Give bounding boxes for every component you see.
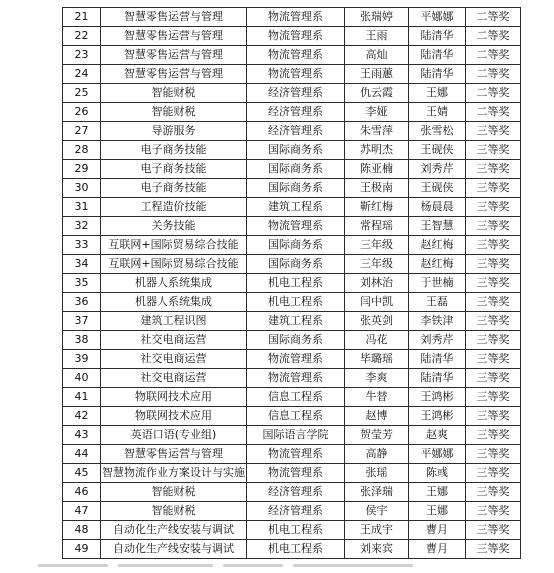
table-row [63,445,521,464]
cell-number: 48 [63,521,101,540]
table-row [63,103,521,122]
cell-number: 21 [63,8,101,27]
cell-number: 38 [63,331,101,350]
table-row [63,122,521,141]
cell-award: 三等奖 [466,388,521,407]
cell-department: 物流管理系 [247,217,345,236]
table-row [63,521,521,540]
cell-department: 国际商务系 [247,179,345,198]
table-row [63,179,521,198]
cell-number: 29 [63,160,101,179]
cell-competition: 互联网+国际贸易综合技能 [101,236,247,255]
cell-teacher: 平娜娜 [409,445,466,464]
cell-teacher: 于世楠 [409,274,466,293]
cell-award: 三等奖 [466,160,521,179]
cell-student: 仇云霞 [345,84,409,103]
cell-award: 三等奖 [466,445,521,464]
cell-award: 三等奖 [466,179,521,198]
award-table [62,7,521,559]
cell-department: 国际商务系 [247,255,345,274]
cell-award: 三等奖 [466,274,521,293]
cell-student: 李爽 [345,369,409,388]
table-row [63,293,521,312]
table-row [63,407,521,426]
cell-student: 刘来宾 [345,540,409,559]
cell-number: 30 [63,179,101,198]
cell-teacher: 王智慧 [409,217,466,236]
cell-award: 三等奖 [466,426,521,445]
cell-department: 信息工程系 [247,407,345,426]
cell-department: 机电工程系 [247,274,345,293]
cell-student: 朱雪萍 [345,122,409,141]
cell-number: 25 [63,84,101,103]
cell-number: 36 [63,293,101,312]
cell-department: 国际商务系 [247,160,345,179]
cell-student: 王雨蕙 [345,65,409,84]
cell-student: 贺莹芳 [345,426,409,445]
table-row [63,198,521,217]
cell-student: 侯宇 [345,502,409,521]
cell-number: 24 [63,65,101,84]
cell-number: 34 [63,255,101,274]
cell-number: 47 [63,502,101,521]
cell-department: 经济管理系 [247,483,345,502]
award-table-body [63,8,521,559]
cell-teacher: 王鸿彬 [409,388,466,407]
cell-student: 王雨 [345,27,409,46]
cell-department: 信息工程系 [247,388,345,407]
cell-award: 二等奖 [466,46,521,65]
cell-number: 43 [63,426,101,445]
cell-number: 40 [63,369,101,388]
table-row [63,217,521,236]
cell-student: 苏明杰 [345,141,409,160]
cell-number: 45 [63,464,101,483]
table-row [63,350,521,369]
cell-student: 张瑞婷 [345,8,409,27]
cell-department: 物流管理系 [247,369,345,388]
cell-department: 国际商务系 [247,141,345,160]
cell-number: 26 [63,103,101,122]
cell-number: 39 [63,350,101,369]
table-row [63,255,521,274]
cell-award: 二等奖 [466,65,521,84]
cell-teacher: 赵红梅 [409,255,466,274]
cell-department: 经济管理系 [247,84,345,103]
cell-department: 国际语言学院 [247,426,345,445]
cell-department: 物流管理系 [247,464,345,483]
cell-department: 物流管理系 [247,8,345,27]
cell-student: 张瑶 [345,464,409,483]
cell-teacher: 刘秀芹 [409,331,466,350]
cell-award: 三等奖 [466,255,521,274]
cell-number: 31 [63,198,101,217]
table-row [63,388,521,407]
cell-award: 三等奖 [466,331,521,350]
cell-award: 二等奖 [466,103,521,122]
cell-competition: 物联网技术应用 [101,388,247,407]
cell-student: 冯花 [345,331,409,350]
cell-award: 三等奖 [466,540,521,559]
cell-student: 三年级 [345,255,409,274]
cell-student: 张英剑 [345,312,409,331]
cell-competition: 智慧物流作业方案设计与实施 [101,464,247,483]
cell-number: 28 [63,141,101,160]
cell-award: 三等奖 [466,483,521,502]
cell-teacher: 陆清华 [409,46,466,65]
cell-number: 37 [63,312,101,331]
cell-department: 物流管理系 [247,445,345,464]
cell-award: 三等奖 [466,122,521,141]
cell-department: 国际商务系 [247,236,345,255]
table-row [63,274,521,293]
cell-teacher: 王婧 [409,103,466,122]
table-row [63,540,521,559]
cell-department: 物流管理系 [247,350,345,369]
cell-number: 27 [63,122,101,141]
cell-competition: 电子商务技能 [101,141,247,160]
cell-award: 三等奖 [466,141,521,160]
table-row [63,160,521,179]
table-row [63,84,521,103]
cell-competition: 社交电商运营 [101,331,247,350]
cell-competition: 电子商务技能 [101,160,247,179]
table-row [63,65,521,84]
cell-teacher: 张雪松 [409,122,466,141]
cell-award: 三等奖 [466,198,521,217]
table-row [63,464,521,483]
table-row [63,27,521,46]
cell-competition: 智能财税 [101,483,247,502]
cell-student: 常程瑶 [345,217,409,236]
cell-student: 张泽瑞 [345,483,409,502]
cell-number: 46 [63,483,101,502]
cell-number: 33 [63,236,101,255]
cell-competition: 智慧零售运营与管理 [101,46,247,65]
cell-student: 高静 [345,445,409,464]
cell-competition: 电子商务技能 [101,179,247,198]
cell-teacher: 王娜 [409,502,466,521]
cell-student: 陈亚楠 [345,160,409,179]
cell-teacher: 杨晨晨 [409,198,466,217]
cell-competition: 社交电商运营 [101,350,247,369]
cell-award: 三等奖 [466,350,521,369]
cell-award: 三等奖 [466,293,521,312]
cell-competition: 智能财税 [101,84,247,103]
cell-teacher: 刘秀芹 [409,160,466,179]
cell-number: 42 [63,407,101,426]
cell-competition: 建筑工程识图 [101,312,247,331]
cell-competition: 机器人系统集成 [101,274,247,293]
cell-number: 22 [63,27,101,46]
cell-teacher: 陆清华 [409,369,466,388]
cell-teacher: 陆清华 [409,350,466,369]
cell-competition: 智能财税 [101,103,247,122]
cell-award: 三等奖 [466,369,521,388]
cell-award: 二等奖 [466,84,521,103]
cell-competition: 互联网+国际贸易综合技能 [101,255,247,274]
table-row [63,331,521,350]
cell-student: 闫中凯 [345,293,409,312]
cell-student: 赵博 [345,407,409,426]
cell-competition: 机器人系统集成 [101,293,247,312]
table-row [63,46,521,65]
cell-department: 物流管理系 [247,65,345,84]
cell-number: 49 [63,540,101,559]
table-row [63,236,521,255]
cell-teacher: 王砚侠 [409,179,466,198]
cell-number: 32 [63,217,101,236]
cell-award: 三等奖 [466,464,521,483]
cell-teacher: 陆清华 [409,65,466,84]
cell-department: 物流管理系 [247,27,345,46]
cell-competition: 自动化生产线安装与调试 [101,521,247,540]
cell-department: 建筑工程系 [247,198,345,217]
cell-award: 二等奖 [466,27,521,46]
cell-teacher: 曹月 [409,540,466,559]
cell-number: 23 [63,46,101,65]
cell-competition: 智慧零售运营与管理 [101,65,247,84]
cell-teacher: 王娜 [409,84,466,103]
cell-student: 王极南 [345,179,409,198]
cell-award: 三等奖 [466,502,521,521]
cell-department: 建筑工程系 [247,312,345,331]
cell-award: 三等奖 [466,217,521,236]
cell-competition: 智慧零售运营与管理 [101,8,247,27]
cell-teacher: 王娜 [409,483,466,502]
cell-award: 三等奖 [466,236,521,255]
cell-competition: 关务技能 [101,217,247,236]
cell-teacher: 王鸿彬 [409,407,466,426]
cell-department: 机电工程系 [247,521,345,540]
table-row [63,369,521,388]
cell-department: 机电工程系 [247,540,345,559]
cell-award: 三等奖 [466,312,521,331]
cell-award: 三等奖 [466,407,521,426]
cell-teacher: 陆清华 [409,27,466,46]
table-row [63,141,521,160]
cell-competition: 自动化生产线安装与调试 [101,540,247,559]
cell-award: 二等奖 [466,8,521,27]
cell-teacher: 曹月 [409,521,466,540]
cell-teacher: 王磊 [409,293,466,312]
cell-competition: 导游服务 [101,122,247,141]
cell-department: 机电工程系 [247,293,345,312]
cell-student: 刘林治 [345,274,409,293]
cell-department: 经济管理系 [247,103,345,122]
cell-competition: 智慧零售运营与管理 [101,445,247,464]
table-row [63,502,521,521]
cell-department: 物流管理系 [247,46,345,65]
cell-competition: 社交电商运营 [101,369,247,388]
cell-student: 王成宇 [345,521,409,540]
cell-student: 毕璐瑶 [345,350,409,369]
table-row [63,8,521,27]
cell-teacher: 平娜娜 [409,8,466,27]
cell-department: 国际商务系 [247,331,345,350]
cell-teacher: 赵爽 [409,426,466,445]
cell-student: 靳红梅 [345,198,409,217]
cell-competition: 物联网技术应用 [101,407,247,426]
cell-teacher: 王砚侠 [409,141,466,160]
cell-number: 35 [63,274,101,293]
cell-department: 经济管理系 [247,502,345,521]
cell-number: 41 [63,388,101,407]
cell-teacher: 陈彧 [409,464,466,483]
cell-competition: 英语口语(专业组) [101,426,247,445]
cell-teacher: 赵红梅 [409,236,466,255]
cell-number: 44 [63,445,101,464]
cell-student: 牛替 [345,388,409,407]
table-row [63,312,521,331]
cropped-footer-text [38,564,458,568]
cell-student: 李娅 [345,103,409,122]
cell-student: 高灿 [345,46,409,65]
table-row [63,483,521,502]
cell-competition: 智能财税 [101,502,247,521]
cell-student: 三年级 [345,236,409,255]
cell-teacher: 李铁津 [409,312,466,331]
table-row [63,426,521,445]
cell-competition: 智慧零售运营与管理 [101,27,247,46]
cell-department: 经济管理系 [247,122,345,141]
cell-award: 三等奖 [466,521,521,540]
cell-competition: 工程造价技能 [101,198,247,217]
